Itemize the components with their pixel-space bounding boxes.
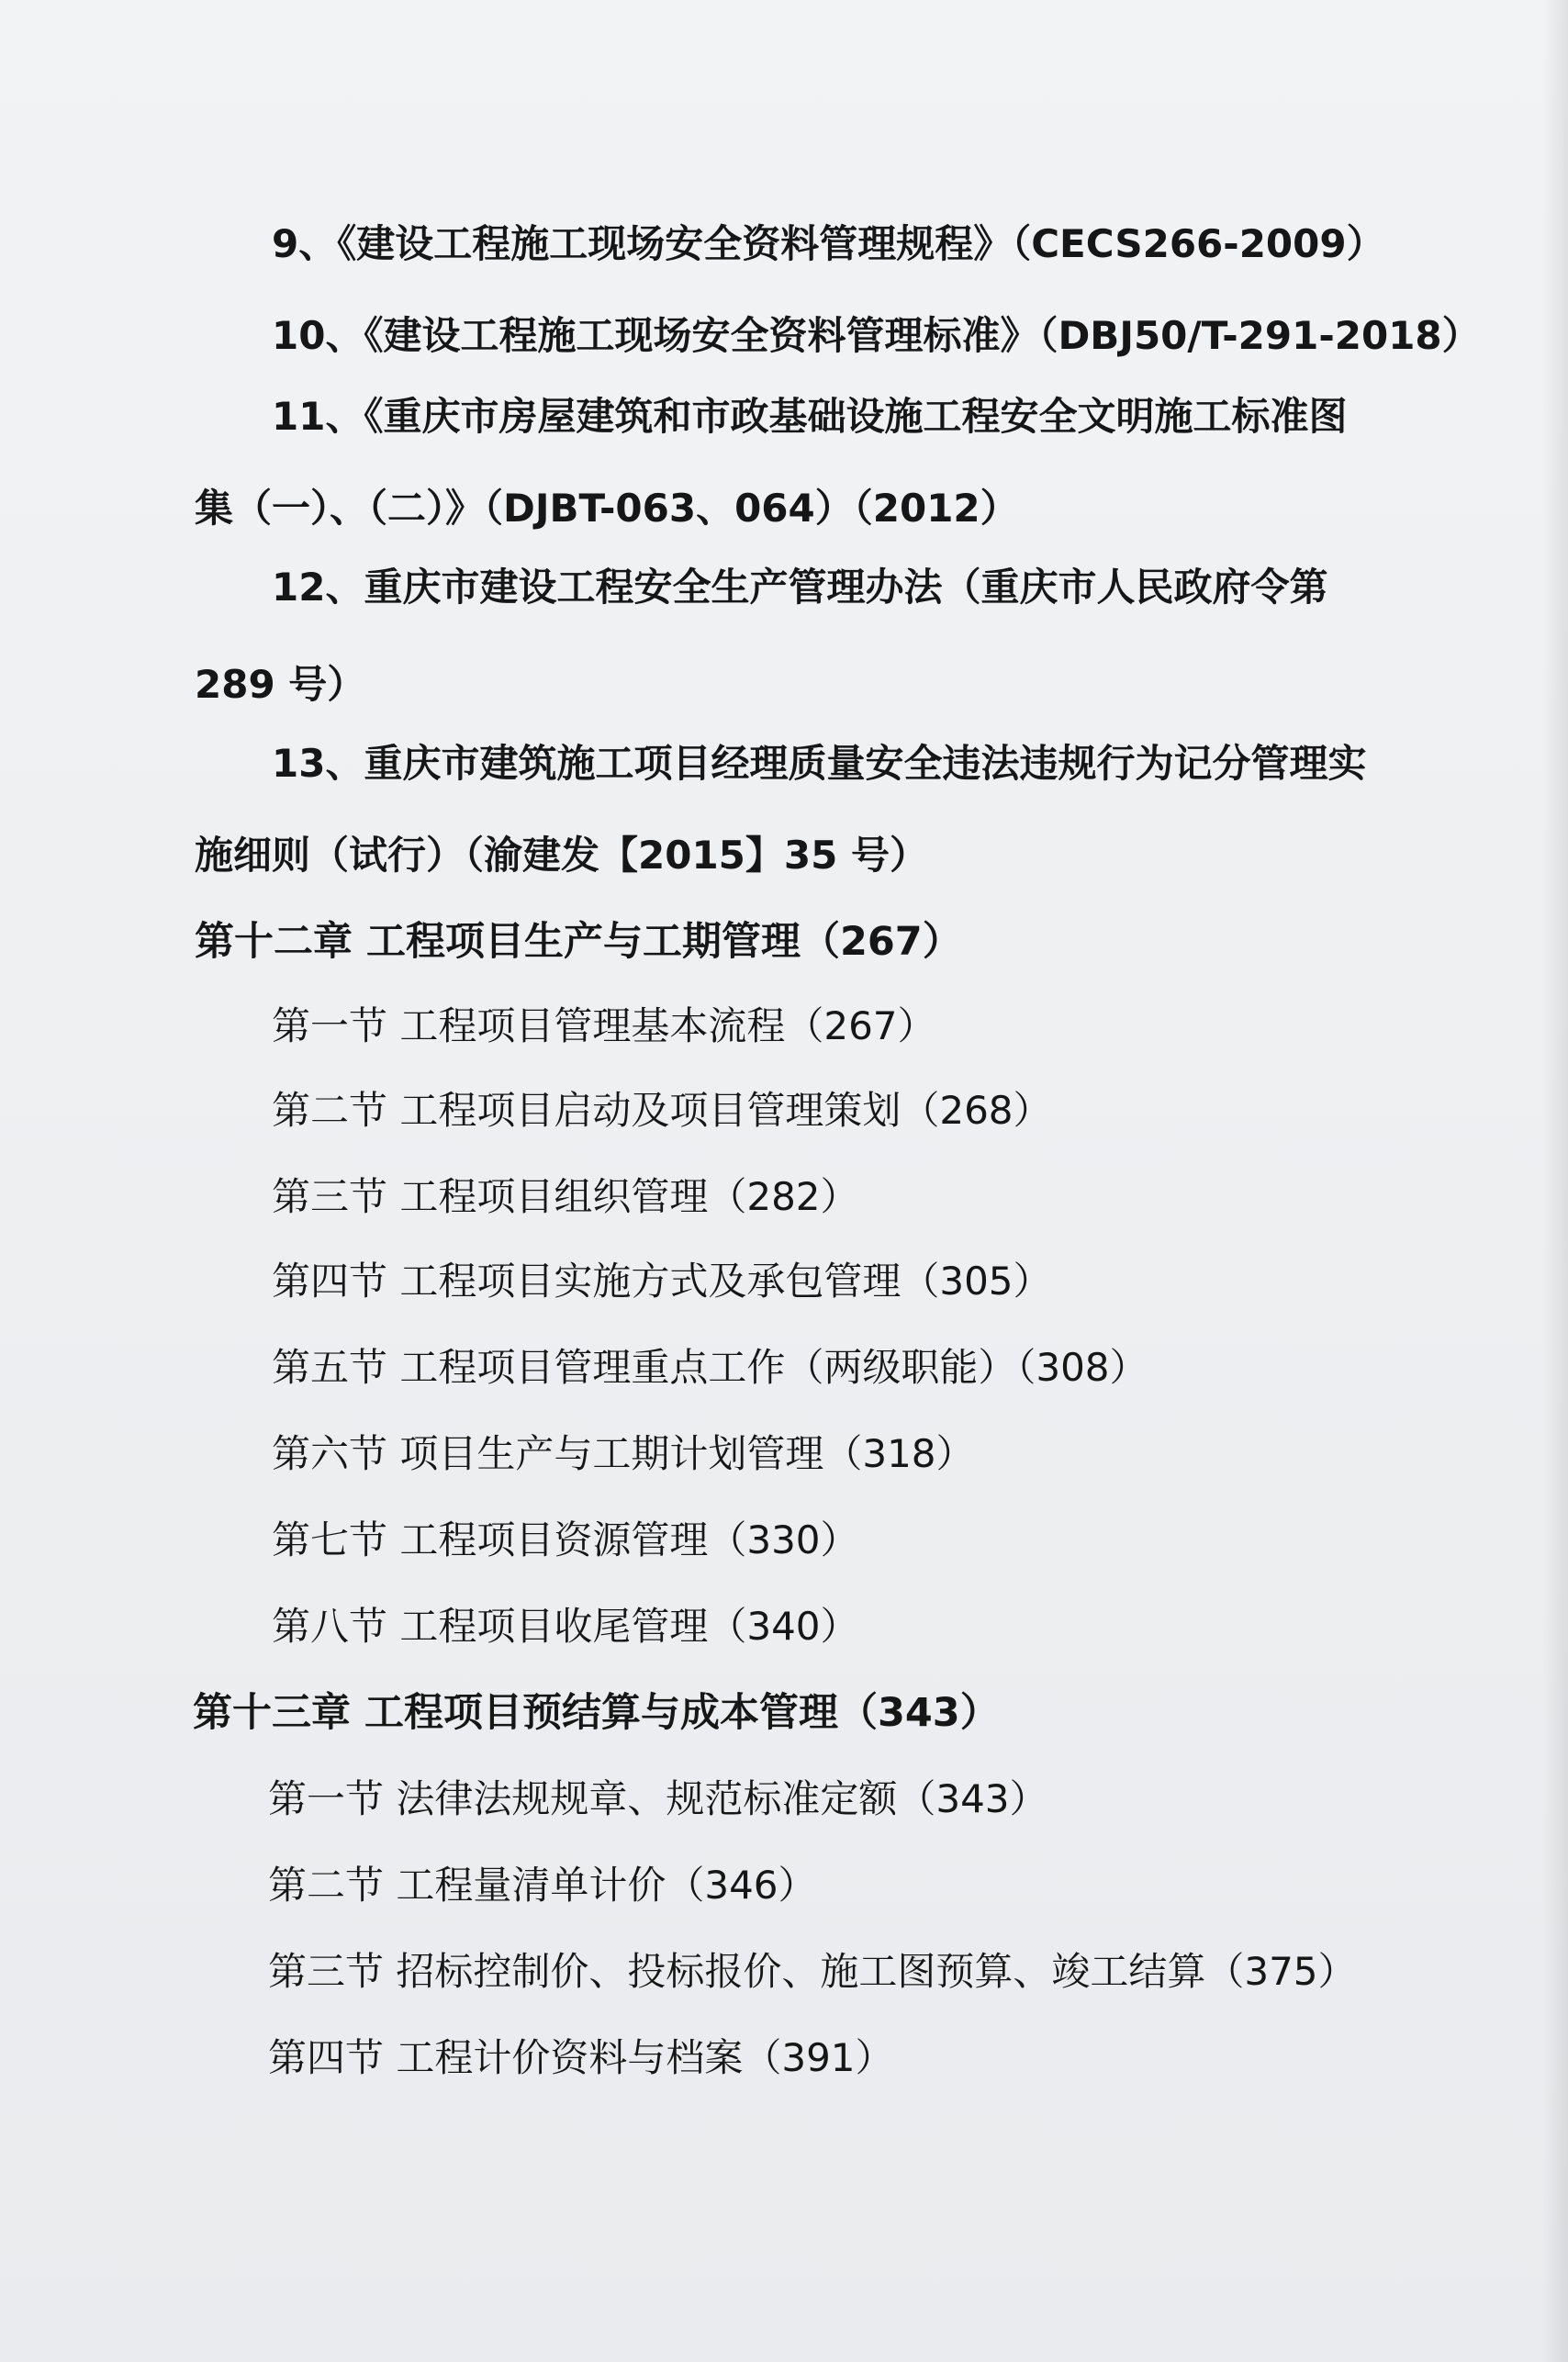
chapter-12-section-2: 第二节 工程项目启动及项目管理策划（268） (272, 1088, 1052, 1133)
page-edge-shadow (1542, 0, 1568, 2362)
chapter-12-section-3: 第三节 工程项目组织管理（282） (272, 1174, 859, 1219)
chapter-12-section-1: 第一节 工程项目管理基本流程（267） (272, 1003, 936, 1048)
reference-item-9: 9、《建设工程施工现场安全资料管理规程》（CECS266-2009） (272, 221, 1385, 266)
chapter-12-section-5: 第五节 工程项目管理重点工作（两级职能）（308） (272, 1345, 1148, 1390)
chapter-12-title: 第十二章 工程项目生产与工期管理（267） (195, 919, 962, 965)
reference-item-11-line1: 11、《重庆市房屋建筑和市政基础设施工程安全文明施工标准图 (272, 394, 1348, 439)
chapter-12-section-8: 第八节 工程项目收尾管理（340） (272, 1604, 859, 1649)
chapter-12-section-7: 第七节 工程项目资源管理（330） (272, 1517, 859, 1562)
reference-item-10: 10、《建设工程施工现场安全资料管理标准》（DBJ50/T-291-2018） (272, 313, 1481, 358)
chapter-13-section-4: 第四节 工程计价资料与档案（391） (268, 2035, 894, 2080)
chapter-13-title: 第十三章 工程项目预结算与成本管理（343） (193, 1690, 1000, 1736)
chapter-13-section-2: 第二节 工程量清单计价（346） (268, 1863, 817, 1908)
chapter-13-section-3: 第三节 招标控制价、投标报价、施工图预算、竣工结算（375） (268, 1949, 1357, 1994)
chapter-13-section-1: 第一节 法律法规规章、规范标准定额（343） (268, 1776, 1048, 1821)
reference-item-12-line1: 12、重庆市建设工程安全生产管理办法（重庆市人民政府令第 (272, 565, 1328, 610)
chapter-12-section-4: 第四节 工程项目实施方式及承包管理（305） (272, 1259, 1052, 1304)
reference-item-13-line2: 施细则（试行）（渝建发【2015】35 号） (195, 833, 928, 878)
reference-item-12-line2: 289 号） (195, 662, 366, 707)
chapter-12-section-6: 第六节 项目生产与工期计划管理（318） (272, 1431, 975, 1476)
reference-item-13-line1: 13、重庆市建筑施工项目经理质量安全违法违规行为记分管理实 (272, 741, 1367, 786)
reference-item-11-line2: 集（一）、（二）》（DJBT-063、064）（2012） (195, 486, 1019, 531)
